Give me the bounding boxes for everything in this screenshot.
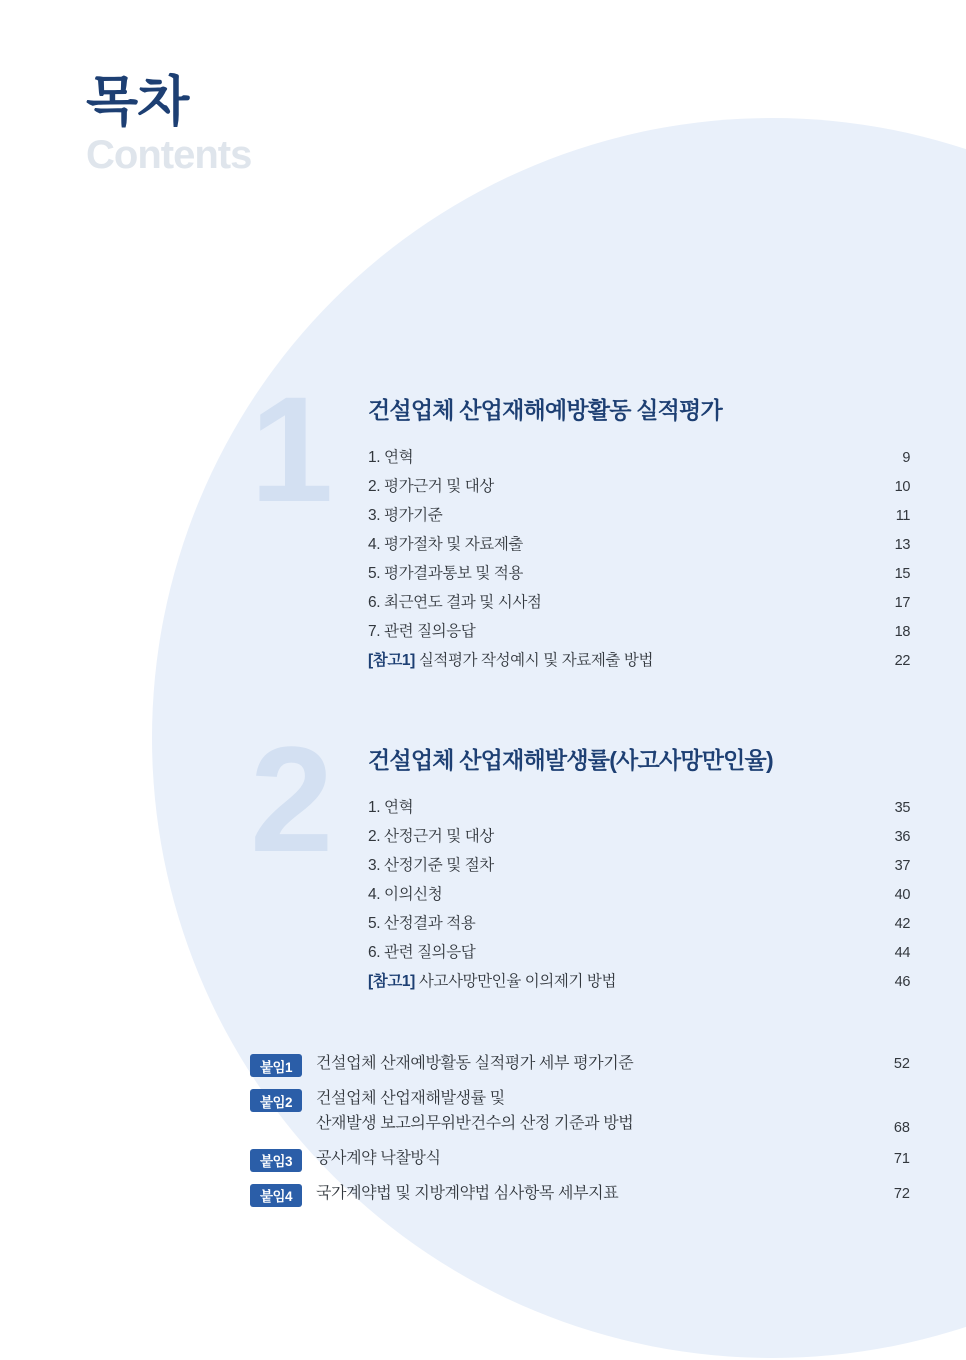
list-item[interactable] [368,528,910,557]
toc-item-label: 5. 평가결과통보 및 적용 [368,564,524,582]
toc-item-label: 4. 이의신청 [368,885,443,903]
title-english: Contents [86,132,252,177]
appendix-title-line1: 공사계약 낙찰방식 [316,1149,441,1167]
title-korean: 목차 [86,72,189,132]
toc-reference-tag: [참고1] [368,972,415,990]
list-item[interactable] [368,791,910,820]
appendix-page: 71 [893,1150,910,1167]
list-item[interactable] [368,820,910,849]
section-1-body [368,392,910,673]
toc-item-label: 1. 연혁 [368,448,414,466]
appendix-title [302,1087,874,1137]
toc-item-label: 1. 연혁 [368,798,414,816]
toc-item-page: 15 [894,565,910,582]
toc-item-page: 42 [894,915,910,932]
toc-item-label: 5. 산정결과 적용 [368,914,476,932]
appendix-title-line1: 건설업체 산업재해발생률 및 [316,1090,505,1107]
list-item[interactable] [368,849,910,878]
toc-item-page: 35 [894,799,910,816]
appendix-title [302,1052,874,1077]
list-item-reference[interactable] [368,965,910,994]
toc-item-page: 40 [894,886,910,903]
appendix-page: 72 [893,1185,910,1202]
appendix-tag: 붙임4 [250,1184,302,1207]
appendix-row[interactable] [250,1052,910,1077]
toc-reference-tag: [참고1] [368,651,415,669]
toc-item-page: 22 [894,652,910,669]
appendix-row[interactable] [250,1147,910,1172]
toc-reference-label [368,969,616,991]
toc-item-page: 36 [894,828,910,845]
section-number-2: 2 [250,715,334,883]
list-item[interactable] [368,907,910,936]
list-item[interactable] [368,615,910,644]
section-1-item-list [368,441,910,673]
toc-item-page: 9 [902,449,910,466]
list-item[interactable] [368,470,910,499]
toc-item-page: 17 [894,594,910,611]
toc-item-page: 13 [894,536,910,553]
toc-item-label: 6. 최근연도 결과 및 시사점 [368,593,542,611]
appendix-page: 68 [893,1119,910,1136]
appendix-tag: 붙임2 [250,1089,302,1112]
appendix-title-line1: 국가계약법 및 지방계약법 심사항목 세부지표 [316,1184,619,1202]
appendix-row[interactable] [250,1087,910,1137]
toc-item-label: 3. 산정기준 및 절차 [368,856,494,874]
list-item-reference[interactable] [368,644,910,673]
list-item[interactable] [368,878,910,907]
appendix-list [250,1052,910,1217]
toc-reference-text: 사고사망만인율 이의제기 방법 [418,972,617,990]
appendix-tag: 붙임3 [250,1149,302,1172]
toc-section-2 [250,715,910,994]
toc-item-label: 2. 평가근거 및 대상 [368,477,494,495]
list-item[interactable] [368,936,910,965]
list-item[interactable] [368,586,910,615]
appendix-page: 52 [893,1056,910,1072]
toc-item-page: 18 [894,623,910,640]
toc-item-page: 11 [895,507,910,524]
appendix-tag: 붙임1 [250,1054,302,1077]
section-2-item-list [368,791,910,994]
toc-reference-label [368,648,653,670]
list-item[interactable] [368,441,910,470]
section-number-1: 1 [250,365,334,533]
section-2-title: 건설업체 산업재해발생률(사고사망만인율) [368,747,773,773]
page-title [86,74,251,175]
appendix-title [302,1147,874,1172]
toc-item-label: 2. 산정근거 및 대상 [368,827,494,845]
toc-item-page: 46 [894,973,910,990]
toc-item-page: 44 [894,944,910,961]
section-2-body [368,742,910,994]
toc-section-1 [250,365,910,673]
toc-item-label: 4. 평가절차 및 자료제출 [368,535,524,553]
toc-item-label: 6. 관련 질의응답 [368,943,476,961]
appendix-title-line1: 건설업체 산재예방활동 실적평가 세부 평가기준 [316,1055,634,1072]
toc-item-page: 10 [894,478,910,495]
appendix-title-line2: 산재발생 보고의무위반건수의 산정 기준과 방법 [316,1114,634,1132]
list-item[interactable] [368,499,910,528]
list-item[interactable] [368,557,910,586]
toc-reference-text: 실적평가 작성예시 및 자료제출 방법 [418,651,654,669]
appendix-title [302,1182,874,1207]
toc-item-label: 7. 관련 질의응답 [368,622,476,640]
toc-item-label: 3. 평가기준 [368,506,443,524]
appendix-row[interactable] [250,1182,910,1207]
section-1-title: 건설업체 산업재해예방활동 실적평가 [368,397,722,423]
toc-item-page: 37 [894,857,910,874]
